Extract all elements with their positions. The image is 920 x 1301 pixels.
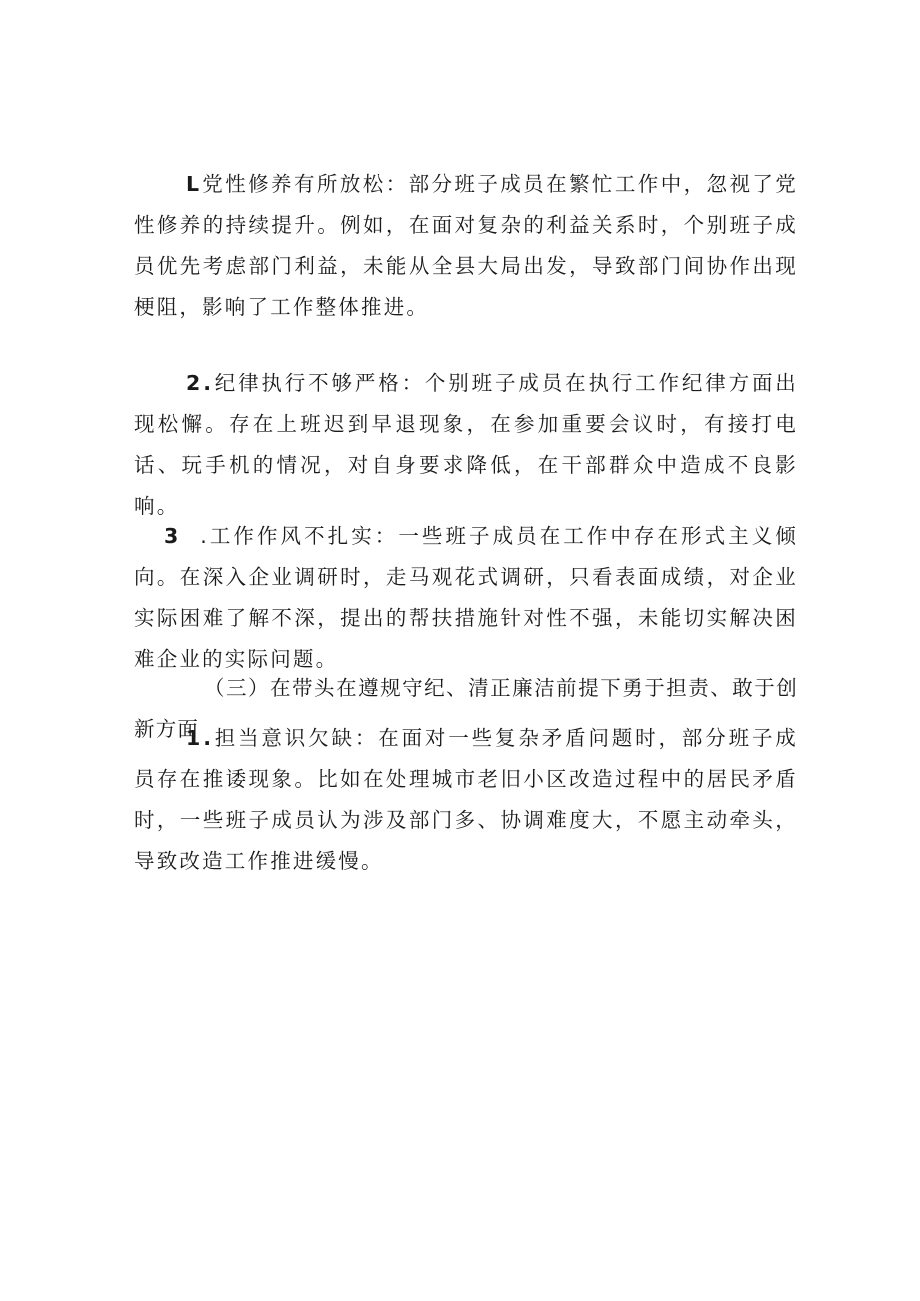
heading-text: （三）在带头在遵规守纪、清正廉洁前提下勇于担责、敢于创新方面 [134,676,798,741]
paragraph-text: 纪律执行不够严格：个别班子成员在执行工作纪律方面出现松懈。存在上班迟到早退现象，在参加重要会议时，有接打电话、玩手机的情况，对自身要求降低，在干部群众中造成不良影响。 [134,371,798,518]
paragraph-text: 担当意识欠缺：在面对一些复杂矛盾问题时，部分班子成员存在推诿现象。比如在处理城市老旧小区改造过程中的居民矛盾时，一些班子成员认为涉及部门多、协调难度大，不愿主动牵头，导致改造工作推进缓慢。 [134,726,798,873]
paragraph-text: .工作作风不扎实：一些班子成员在工作中存在形式主义倾向。在深入企业调研时，走马观花式调研，只看表面成绩，对企业实际困难了解不深，提出的帮扶措施针对性不强，未能切实解决困难企业的实际问题。 [134,524,798,671]
paragraph-number: L [186,172,203,196]
paragraph-party-spirit [134,164,798,328]
paragraph-work-style [134,516,798,680]
paragraph-discipline [134,363,798,527]
paragraph-number: 2. [186,371,215,395]
paragraph-text: 党性修养有所放松：部分班子成员在繁忙工作中，忽视了党性修养的持续提升。例如，在面对复杂的利益关系时，个别班子成员优先考虑部门利益，未能从全县大局出发，导致部门间协作出现梗阻，影响了工作整体推进。 [134,172,798,319]
paragraph-responsibility [134,718,798,882]
paragraph-number: 3 [164,524,179,548]
paragraph-number: 1. [186,726,215,750]
